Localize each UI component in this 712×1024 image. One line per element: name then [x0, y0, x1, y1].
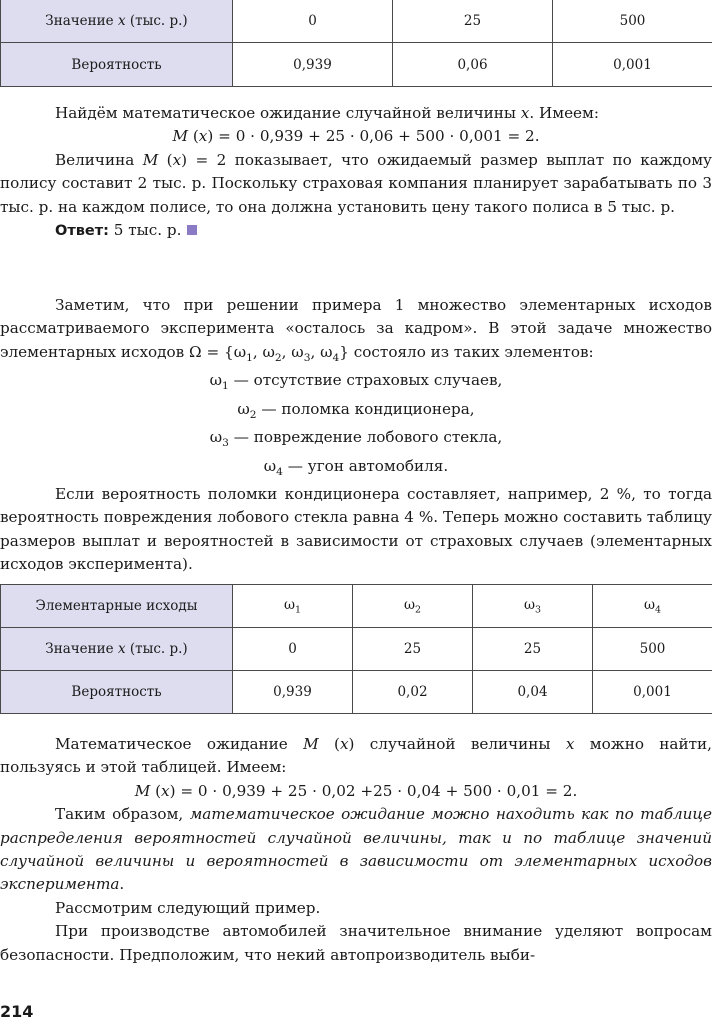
table-cell: 0,001: [593, 671, 712, 714]
row-header: Элементарные исходы: [1, 585, 233, 628]
paragraph: Математическое ожидание M (x) случайной величины x можно найти, пользуясь и этой таблицей. Имеем:: [0, 735, 712, 777]
table-cell: 0: [233, 628, 353, 671]
table-cell: 500: [593, 628, 712, 671]
row-header: Вероятность: [1, 43, 233, 87]
paragraph: При производстве автомобилей значительное внимание уделяют вопросам безопасности. Предположим, что некий автопроизводитель выби-: [0, 922, 712, 964]
outcome-item: $\omega_3$ — повреждение лобового стекла,: [209, 428, 503, 450]
outcome-item: $\omega_2$ — поломка кондиционера,: [237, 399, 475, 421]
table-cell: 0,02: [353, 671, 473, 714]
table-row: [1, 585, 712, 628]
answer: Ответ: 5 тыс. р.: [0, 219, 712, 243]
table-cell: 25: [473, 628, 593, 671]
paragraph: Найдём математическое ожидание случайной величины x. Имеем:: [55, 104, 599, 122]
paragraph: Величина M (x) = 2 показывает, что ожидаемый размер выплат по каждому полису составит 2 тыс. р. Поскольку страховая компания планирует зарабатывать по 3 тыс. р. на каждом полисе, то она должна установить цену такого полиса в 5 тыс. р.: [0, 150, 712, 216]
paragraph: Рассмотрим следующий пример.: [55, 898, 321, 917]
outcomes-table: [0, 584, 712, 714]
row-header: Значение x (тыс. р.): [1, 628, 233, 671]
outcome-item: $\omega_1$ — отсутствие страховых случаев,: [209, 371, 503, 393]
table-cell: 500: [553, 0, 712, 43]
table-cell: 25: [393, 0, 553, 43]
text-block-1: [0, 102, 712, 243]
paragraph: Таким образом, математическое ожидание можно находить как по таблице распределения вероятностей случайной величины, так и по таблице значений случайной величины и вероятностей в зависимости от элементарных исходов эксперимента.: [0, 805, 712, 894]
table-cell: 25: [353, 628, 473, 671]
table-cell: 0,001: [553, 43, 712, 87]
table-cell: 0: [233, 0, 393, 43]
table-cell: $\omega_2$: [353, 585, 473, 628]
text-block-3: [0, 733, 712, 967]
table-cell: $\omega_1$: [233, 585, 353, 628]
table-cell: 0,939: [233, 43, 393, 87]
table-cell: $\omega_3$: [473, 585, 593, 628]
table-row: [1, 43, 712, 87]
row-header: Вероятность: [1, 671, 233, 714]
formula: M (x) = 0 · 0,939 + 25 · 0,06 + 500 · 0,001 = 2.: [172, 127, 540, 146]
table-cell: 0,06: [393, 43, 553, 87]
distribution-table: [0, 0, 712, 87]
paragraph: Заметим, что при решении примера 1 множество элементарных исходов рассматриваемого эксперимента «осталось за кадром». В этой задаче множество элементарных исходов $\Omega = \{\omega_1$, $\omega_2$, $\omega_3$, $\omega_4$} состояло из таких элементов:: [0, 296, 712, 364]
table-cell: 0,939: [233, 671, 353, 714]
outcome-item: $\omega_4$ — угон автомобиля.: [263, 456, 449, 478]
text-block-2: [0, 294, 712, 577]
table-cell: $\omega_4$: [593, 585, 712, 628]
formula: M (x) = 0 · 0,939 + 25 · 0,02 +25 · 0,04 + 500 · 0,01 = 2.: [134, 781, 578, 800]
table-row: [1, 0, 712, 43]
table-row: [1, 628, 712, 671]
page-number: 214: [0, 1002, 34, 1021]
table-row: [1, 671, 712, 714]
end-of-solution-icon: [187, 225, 197, 235]
table-cell: 0,04: [473, 671, 593, 714]
row-header: Значение x (тыс. р.): [1, 0, 233, 43]
paragraph: Если вероятность поломки кондиционера составляет, например, 2 %, то тогда вероятность повреждения лобового стекла равна 4 %. Теперь можно составить таблицу размеров выплат и вероятностей в зависимости от страховых случаев (элементарных исходов эксперимента).: [0, 485, 712, 574]
